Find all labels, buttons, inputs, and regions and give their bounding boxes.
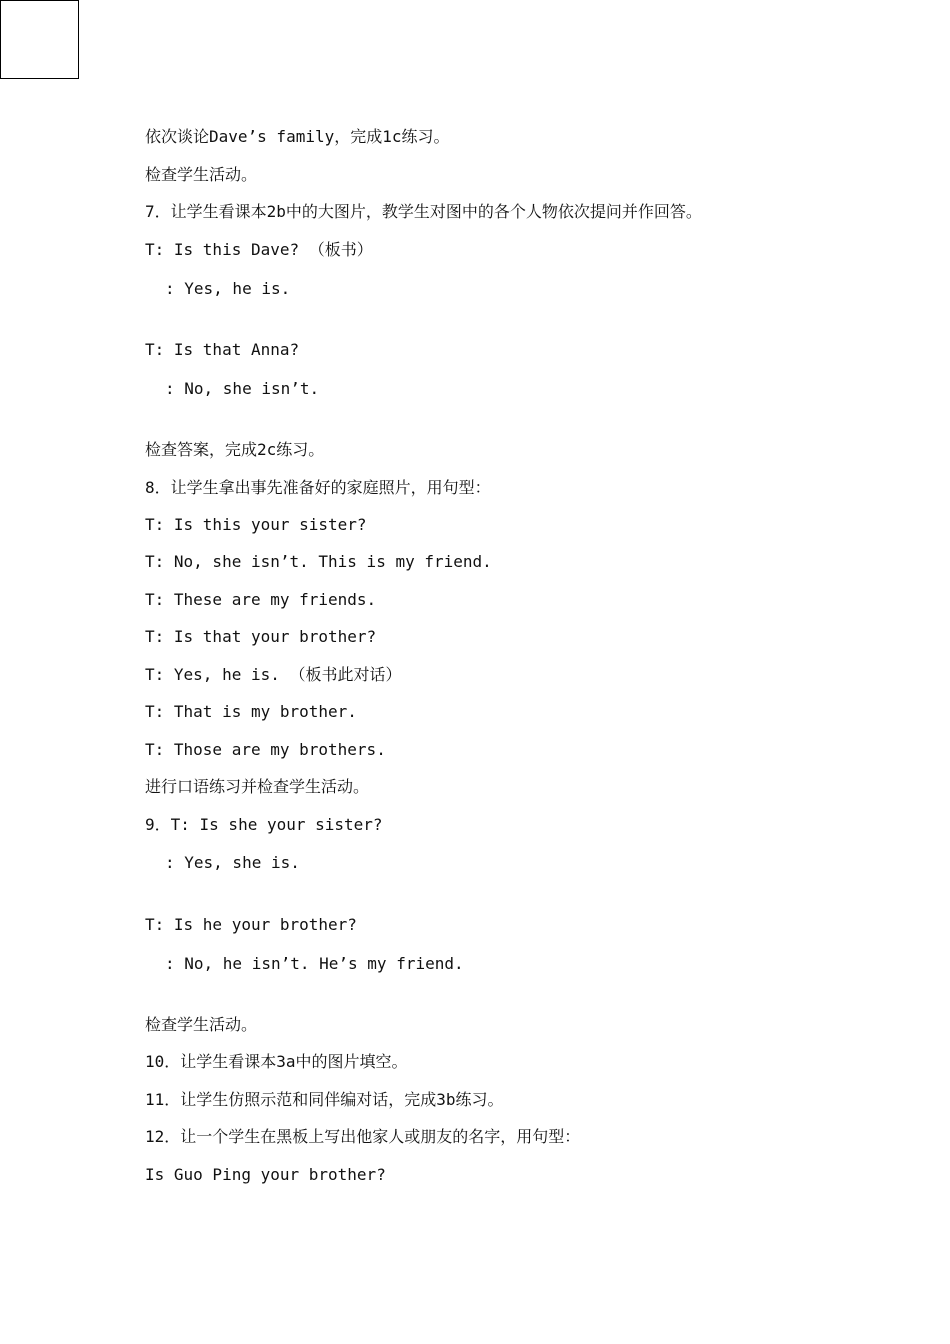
corner-box — [0, 0, 79, 79]
text-line: T: Is this your sister? — [145, 515, 367, 534]
text-line: T: These are my friends. — [145, 590, 377, 609]
text-line: : Yes, he is. — [165, 279, 291, 298]
text-line: 8．让学生拿出事先准备好的家庭照片，用句型： — [145, 478, 491, 497]
text-line: Is Guo Ping your brother? — [145, 1165, 386, 1184]
text-line: : No, he isn’t. He’s my friend. — [165, 954, 464, 973]
text-line: 检查答案，完成2c练习。 — [145, 440, 325, 459]
text-line: 检查学生活动。 — [145, 1015, 258, 1034]
text-line: : No, she isn’t. — [165, 379, 320, 398]
text-line: 9．T: Is she your sister? — [145, 815, 383, 834]
text-line: T: Is that Anna? — [145, 340, 300, 359]
text-line: T: Is that your brother? — [145, 627, 377, 646]
text-line: T: Is this Dave? （板书） — [145, 240, 373, 259]
text-line: T: No, she isn’t. This is my friend. — [145, 552, 492, 571]
text-line: 11．让学生仿照示范和同伴编对话，完成3b练习。 — [145, 1090, 504, 1109]
text-line: : Yes, she is. — [165, 853, 300, 872]
text-line: 10．让学生看课本3a中的图片填空。 — [145, 1052, 408, 1071]
text-line: 进行口语练习并检查学生活动。 — [145, 777, 370, 796]
text-line: 12．让一个学生在黑板上写出他家人或朋友的名字，用句型： — [145, 1127, 581, 1146]
text-line: 检查学生活动。 — [145, 165, 258, 184]
text-line: T: Those are my brothers. — [145, 740, 386, 759]
text-line: T: Is he your brother? — [145, 915, 357, 934]
text-line: 7．让学生看课本2b中的大图片，教学生对图中的各个人物依次提问并作回答。 — [145, 202, 702, 221]
text-line: T: Yes, he is. （板书此对话） — [145, 665, 402, 684]
text-line: 依次谈论Dave’s family，完成1c练习。 — [145, 127, 450, 146]
text-line: T: That is my brother. — [145, 702, 357, 721]
